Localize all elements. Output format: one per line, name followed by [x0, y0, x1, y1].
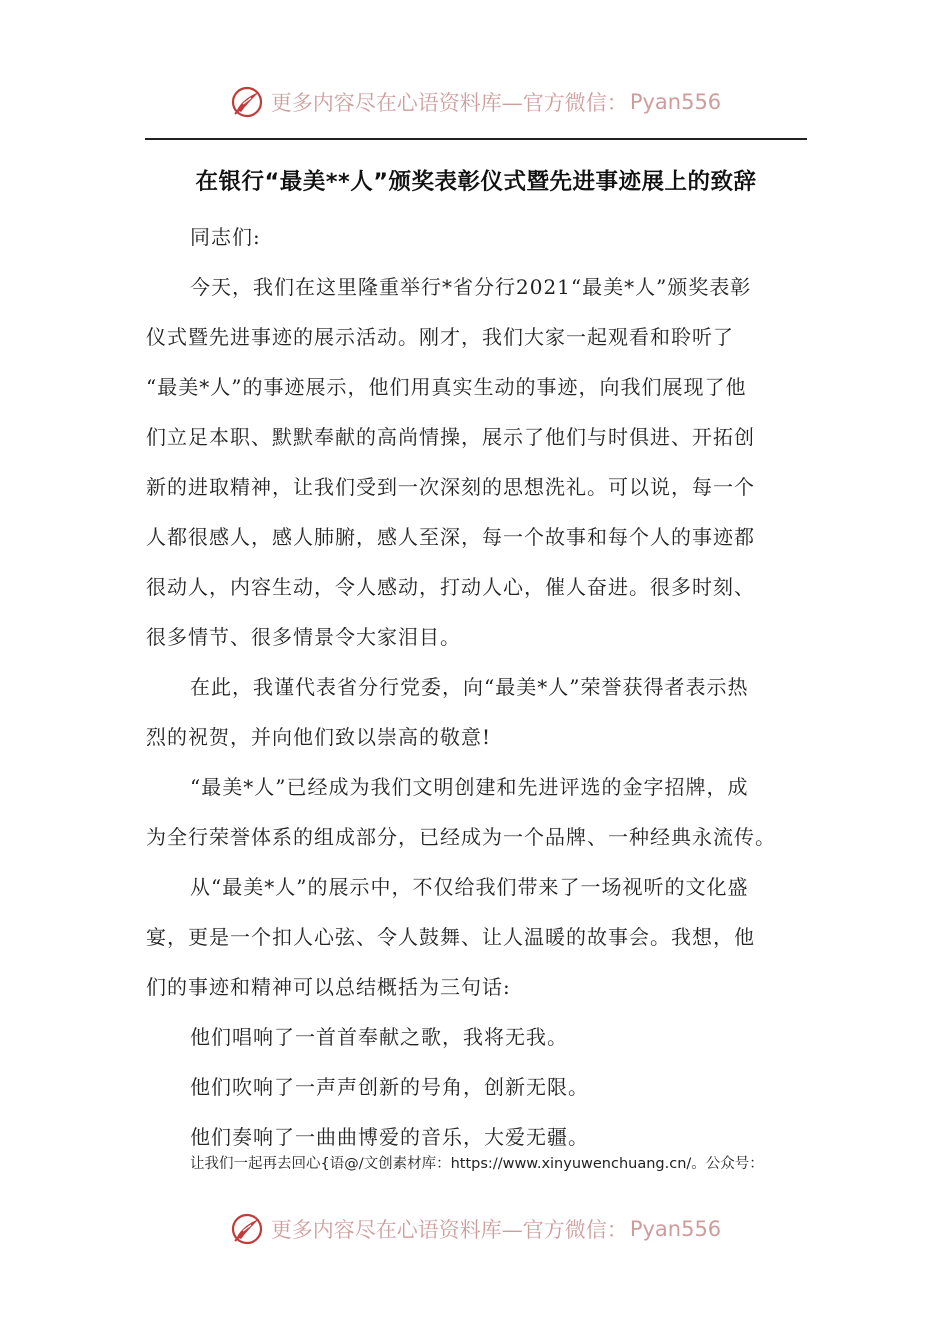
paragraph-line: 他们奏响了一曲曲博爱的音乐，大爱无疆。	[190, 1125, 589, 1149]
paragraph-line: 很多情节、很多情景令大家泪目。	[146, 625, 461, 649]
banner-text: 更多内容尽在心语资料库—官方微信：	[270, 91, 628, 115]
paragraph-line: “最美*人”已经成为我们文明创建和先进评选的金字招牌，成	[190, 775, 749, 799]
paragraph-line: 宴，更是一个扣人心弦、令人鼓舞、让人温暖的故事会。我想，他	[146, 925, 755, 949]
paragraph-line: 们立足本职、默默奉献的高尚情操，展示了他们与时俱进、开拓创	[146, 425, 755, 449]
document-body	[146, 212, 808, 1162]
pen-logo-icon	[229, 84, 265, 120]
banner-text: 更多内容尽在心语资料库—官方微信：	[270, 1218, 628, 1242]
paragraph-line: 们的事迹和精神可以总结概括为三句话:	[146, 975, 511, 999]
paragraph-line: 烈的祝贺，并向他们致以崇高的敬意!	[146, 725, 492, 749]
paragraph-line: 从“最美*人”的展示中，不仅给我们带来了一场视听的文化盛	[190, 875, 749, 899]
paragraph-line: 为全行荣誉体系的组成部分，已经成为一个品牌、一种经典永流传。	[146, 825, 776, 849]
paragraph-line: 同志们:	[190, 225, 261, 249]
footer-note: 让我们一起再去回心{语@/文创素材库：https://www.xinyuwenchuang.cn/。公众号：	[190, 1156, 764, 1172]
paragraph-line: 他们唱响了一首首奉献之歌，我将无我。	[190, 1025, 568, 1049]
document-title: 在银行“最美**人”颁奖表彰仪式暨先进事迹展上的致辞	[195, 169, 757, 195]
header-rule	[145, 138, 807, 140]
paragraph-line: “最美*人”的事迹展示，他们用真实生动的事迹，向我们展现了他	[146, 375, 747, 399]
footer-banner	[0, 1209, 950, 1249]
banner-wechat-id: Pyan556	[629, 90, 722, 114]
paragraph-line: 在此，我谨代表省分行党委，向“最美*人”荣誉获得者表示热	[190, 675, 749, 699]
paragraph-line: 很动人，内容生动，令人感动，打动人心，催人奋进。很多时刻、	[146, 575, 755, 599]
header-banner	[0, 82, 950, 122]
paragraph-line: 新的进取精神，让我们受到一次深刻的思想洗礼。可以说，每一个	[146, 475, 755, 499]
pen-logo-icon	[229, 1211, 265, 1247]
paragraph-line: 人都很感人，感人肺腑，感人至深，每一个故事和每个人的事迹都	[146, 525, 755, 549]
paragraph-line: 今天，我们在这里隆重举行*省分行2021“最美*人”颁奖表彰	[190, 275, 752, 299]
paragraph-line: 他们吹响了一声声创新的号角，创新无限。	[190, 1075, 589, 1099]
banner-wechat-id: Pyan556	[629, 1217, 722, 1241]
paragraph-line: 仪式暨先进事迹的展示活动。刚才，我们大家一起观看和聆听了	[146, 325, 734, 349]
